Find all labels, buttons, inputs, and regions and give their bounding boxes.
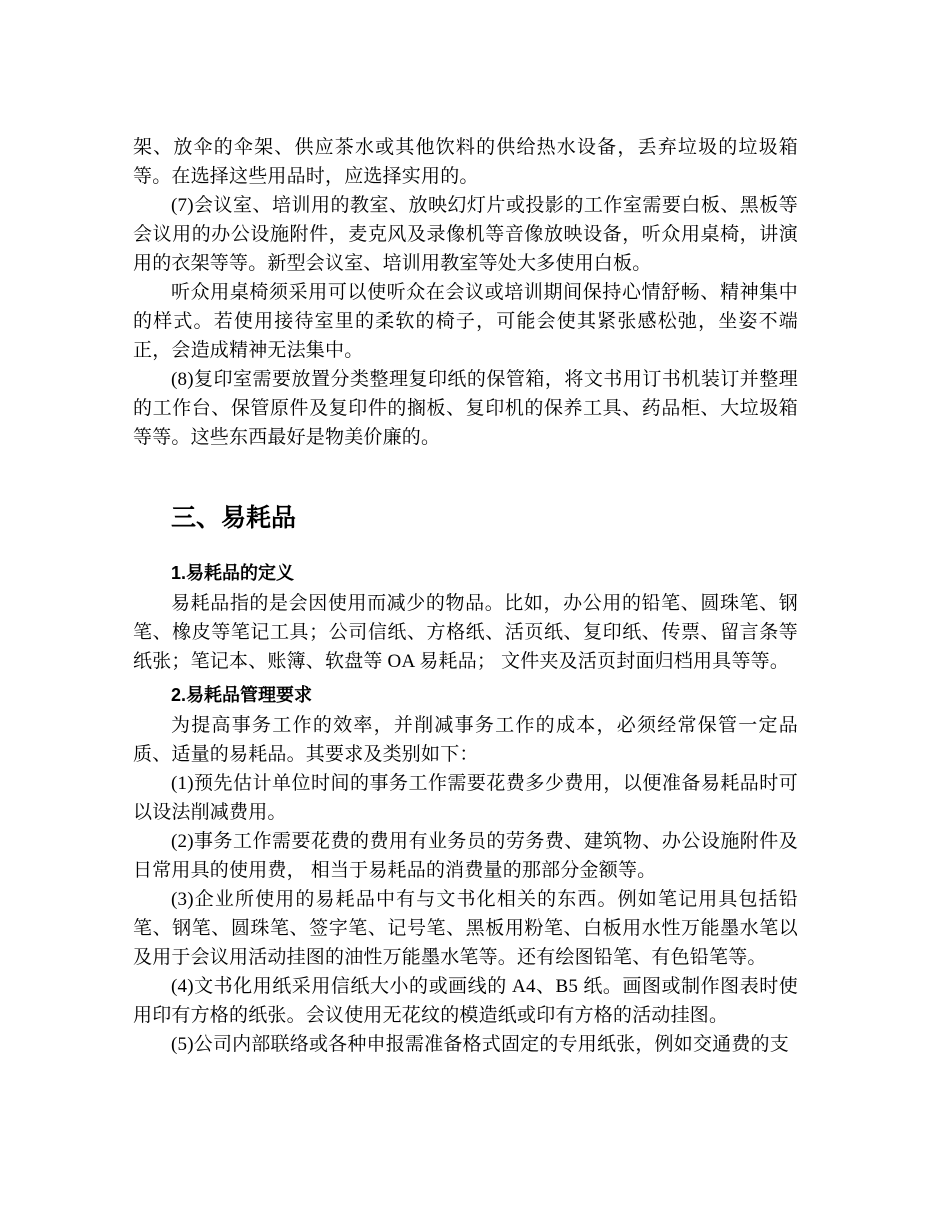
paragraph-requirement-1: (1)预先估计单位时间的事务工作需要花费多少费用，以便准备易耗品时可以设法削减费用。 [133, 773, 798, 823]
paragraph-requirement-4: (4)文书化用纸采用信纸大小的或画线的 A4、B5 纸。画图或制作图表时使用印有方格的纸张。会议使用无花纹的模造纸或印有方格的活动挂图。 [133, 976, 798, 1026]
section-title: 三、易耗品 [171, 504, 297, 532]
document-body [133, 133, 798, 1059]
paragraph-audience-chairs: 听众用桌椅须采用可以使听众在会议或培训期间保持心情舒畅、精神集中的样式。若使用接待室里的柔软的椅子，可能会使其紧张感松弛，坐姿不端正，会造成精神无法集中。 [133, 282, 798, 361]
paragraph-item-7: (7)会议室、培训用的教室、放映幻灯片或投影的工作室需要白板、黑板等会议用的办公设施附件，麦克风及录像机等音像放映设备，听众用桌椅，讲演用的衣架等等。新型会议室、培训用教室等处大多使用白板。 [133, 195, 798, 274]
paragraph-requirement-5: (5)公司内部联络或各种申报需准备格式固定的专用纸张，例如交通费的支 [171, 1034, 789, 1055]
paragraph-requirement-3: (3)企业所使用的易耗品中有与文书化相关的东西。例如笔记用具包括铅笔、钢笔、圆珠笔、签字笔、记号笔、黑板用粉笔、白板用水性万能墨水笔以及用于会议用活动挂图的油性万能墨水笔等。还有绘图铅笔、有色铅笔等。 [133, 889, 798, 968]
subsection-title-requirements: 2.易耗品管理要求 [171, 685, 313, 705]
paragraph-definition: 易耗品指的是会因使用而减少的物品。比如，办公用的铅笔、圆珠笔、钢笔、橡皮等笔记工具；公司信纸、方格纸、活页纸、复印纸、传票、留言条等纸张；笔记本、账簿、软盘等 OA 易耗品； 文件夹及活页封面归档用具等等。 [133, 593, 798, 672]
paragraph-continued: 架、放伞的伞架、供应茶水或其他饮料的供给热水设备，丢弃垃圾的垃圾箱等。在选择这些用品时，应选择实用的。 [133, 137, 798, 187]
paragraph-item-8: (8)复印室需要放置分类整理复印纸的保管箱，将文书用订书机装订并整理的工作台、保管原件及复印件的搁板、复印机的保养工具、药品柜、大垃圾箱等等。这些东西最好是物美价廉的。 [133, 369, 798, 448]
paragraph-requirement-2: (2)事务工作需要花费的费用有业务员的劳务费、建筑物、办公设施附件及日常用具的使用费， 相当于易耗品的消费量的那部分金额等。 [133, 831, 798, 881]
paragraph-requirements-intro: 为提高事务工作的效率，并削减事务工作的成本，必须经常保管一定品质、适量的易耗品。其要求及类别如下： [133, 715, 798, 765]
subsection-title-definition: 1.易耗品的定义 [171, 563, 295, 583]
